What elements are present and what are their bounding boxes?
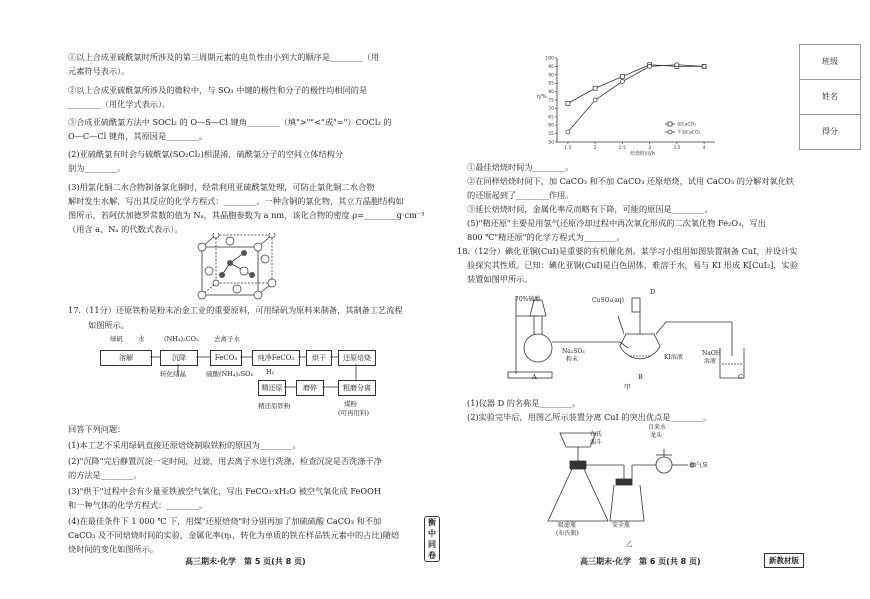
text-line: ③延长焙烧时间，金属化率反而略有下降，可能的原因是________。 [467,204,713,214]
text-line: 的还原起到了________作用。 [467,190,574,200]
text-line: (4)在最佳条件下 1 000 ℃ 下，用煤"还原焙烧"时分别再加了加硫硫酸 CaCO₃ 和不加 [68,516,382,526]
label-b: B [638,373,643,381]
chart-point [620,80,624,84]
chart-y-tick-label: 55 [548,132,554,138]
chart-y-tick-label: 50 [548,140,554,146]
chart-y-tick-label: 85 [548,81,554,87]
flow-label: 去离子水 [214,335,240,343]
chart-y-tick-label: 70 [548,106,554,112]
label-filter-flask2: (布氏瓶) [556,530,579,537]
chart-point [566,130,570,134]
flow-label: 水 [138,335,145,343]
label-yi: 乙 [626,540,633,548]
flow-box-feco3: FeCO₃ [210,350,242,366]
chart-y-tick-label: 60 [548,123,554,129]
text-line: (1)本工艺不采用绿矾直接还原焙烧制取铁粉的原因为________。 [68,440,301,450]
text-line: ②在同样焙烧时间下，加 CaCO₃ 和不加 CaCO₃ 还原焙烧，试用 CaCO₃ 的分解对氧化铁 [467,176,795,186]
label-buchner: 布氏 [590,431,603,438]
label-funnel: 漏斗 [590,439,603,446]
chart-x-tick-label: 2 [593,146,597,151]
flow-box-reduce: 还原焙烧 [338,350,376,366]
chart-y-tick-label: 65 [548,115,554,121]
text-line: 验探究其性质。已知：碘化亚铜(CuI)是白色固体，难溶于水，易与 KI 形成 K[CuI₂]，实验 [467,260,798,270]
label-sol: 溶液 [704,358,717,365]
footer-right: 高三期末·化学 第 6 页(共 8 页) [580,557,701,566]
flow-arrows [100,340,400,420]
label-cuso4: CuSO₄(aq) [592,297,624,304]
flow-label: 转化结晶 [160,370,186,378]
label-a: A [532,373,537,381]
flow-box-pure: 纯净FeCO₃ [252,350,300,366]
label-acid: 70%硫酸 [515,296,541,303]
text-line: (5)"精还原"主要是用氢气还原冷却过程中再次氧化形成的二次氧化物 Fe₂O₃，写出 [467,218,766,228]
text-line: ________（用化学式表示）。 [68,99,171,109]
chart-point [675,63,679,67]
label-d: D [650,288,656,296]
question-17: 17.（11分）还原铁粉是粉末冶金工业的重要原料，可用绿矾为原料来制备，其制备工艺流程 [68,305,403,315]
chart-x-tick-label: 1.5 [564,146,572,151]
chart-point [593,86,597,90]
flow-label: 硫酸(NH₄)₂SO₄ [206,370,254,378]
text-line: 烧时间的变化如图所示。 [68,544,159,554]
flow-box-grind: 磨碎 [296,380,324,396]
text-line: ②以上合成亚硫酰氯所涉及的微粒中，与 SO₃ 中键的极性和分子的极性均相同的是 [68,85,368,95]
label-safety: 安全瓶 [612,522,631,529]
label-tap: 自来水 [648,424,667,431]
flow-label: (可再用料) [338,409,370,417]
text-line: 800 ℃"精还原"的化学方程式为________。 [467,232,625,242]
question-18: 18.（12分）碘化亚铜(CuI)是重要的有机催化剂。某学习小组用如图装置制备 CuI，并设计实 [457,246,798,256]
label-powder: 粉末 [566,356,579,363]
logo-stamp: 衡 中 同 卷 [424,516,440,562]
chart-x-tick-label: 3 [648,146,652,151]
text-line: (3)"烘干"过程中会有少量亚铁被空气氧化，写出 FeCO₃·xH₂O 被空气氧化成 FeOOH [68,486,381,496]
class-field[interactable]: 班级 [800,45,860,80]
text-line: CaCO₃ 及不同焙烧时间的实验，金属化率(η₁，转化为单质的铁在样品铁元素中的占比)随焙 [68,530,400,540]
chart-y-tick-label: 100 [545,56,554,62]
text-line: (3)用氯化铜二水合物制备氯化铜时，经常利用亚硫酰氯处理，可防止氯化铜二水合物 [68,182,375,192]
metallization-chart [535,50,725,158]
chart-y-tick-label: 90 [548,73,554,79]
footer-left: 高三期末·化学 第 5 页(共 8 页) [185,557,306,566]
edition-badge: 新教材版 [764,553,804,568]
score-field[interactable]: 得分 [822,127,838,136]
label-c: C [738,373,743,381]
text-line: 和一种气体的化学方程式：________。 [68,500,208,510]
label-tap2: 龙头 [650,432,663,439]
chart-ylabel: η/% [537,94,547,100]
label-ki: KI溶液 [664,354,683,361]
chart-point [566,101,570,105]
flow-label: 绿矾 [110,335,123,343]
text-line: 的方法是________。 [68,470,142,480]
student-info-box [799,44,861,150]
name-field[interactable]: 姓名 [800,80,860,115]
flow-box-settle: 沉降 [160,350,198,366]
chart-legend-label: 不加CaCO₃ [677,130,701,136]
chart-y-tick-label: 80 [548,90,554,96]
label-pump: 抽气泵 [690,462,709,469]
text-line: ①以上合成亚硫酰氯时所涉及的第三周期元素的电负性由小到大的顺序是________（用 [68,52,380,62]
label-naoh: NaOH [702,350,721,357]
crystal-cell-diagram [192,233,282,303]
flow-box-dissolve: 溶解 [100,350,152,366]
text-line: 回答下列问题： [68,424,126,434]
label-filter-flask: 吸滤瓶 [558,522,577,529]
text-line: (2)"沉降"完后静置沉淀一定时间，过滤，用去离子水进行洗涤，检查沉淀是否洗涤干净 [68,456,382,466]
apparatus-yi-diagram [540,425,730,537]
label-na2so3: Na₂SO₃ [562,348,585,355]
flow-box-dry: 烘干 [306,350,332,366]
flow-label: 精还原铁粉 [258,402,291,410]
chart-series-line [568,65,704,104]
text-line: ③合成亚硫酰氯方法中 SOCl₂ 的 O—S—Cl 键角________（填">""<"或"="）COCl₂ 的 [68,117,392,127]
text-line: O—C—Cl 键角，其原因是________。 [68,131,208,141]
text-line: (1)仪器 D 的名称是________。 [467,398,581,408]
chart-y-tick-label: 75 [548,98,554,104]
text-line: ①最佳焙烧时间为________。 [467,162,574,172]
text-line: (2)亚硫酰氯有时会与硫酰氯(SO₂Cl₂)相混淆，硫酰氯分子的空间立体结构分 [68,149,344,159]
text-line: 如图所示。 [88,320,129,330]
text-line: （用含 a、Nₐ 的代数式表示）。 [68,224,183,234]
text-line: 元素符号表示）。 [68,66,130,76]
chart-y-tick-label: 95 [548,64,554,70]
chart-x-tick-label: 4 [702,146,706,151]
chart-legend-marker [668,130,672,134]
text-line: 图所示，若阿伏加德罗常数的值为 Nₐ，其晶胞参数为 a nm，该化合物的密度 ρ=________g·cm⁻³ [68,210,425,220]
chart-xlabel: 焙烧时间/h [630,151,655,157]
chart-x-tick-label: 2.5 [618,146,626,151]
chart-point [593,98,597,102]
chart-point [620,74,624,78]
text-line: 解时发生水解，写出其反应的化学方程式：________。一种含铜的氯化物，其立方晶胞结构如 [68,196,404,206]
chart-legend-label: 加CaCO₃ [677,122,696,128]
chart-x-tick-label: 3.5 [673,146,681,151]
text-line: 别为________。 [68,163,126,173]
text-line: 装置如图甲所示。 [467,274,533,284]
text-line: (2)实验完毕后，用图乙所示装置分离 CuI 的突出优点是________。 [467,412,712,422]
chart-point [702,64,706,68]
chart-legend-marker [668,122,672,126]
flow-label: (NH₄)₂CO₃ [164,335,199,343]
flow-label: 煤粉 [344,400,357,408]
flow-box-separate: 粗磨分离 [338,380,376,396]
chart-point [648,64,652,68]
label-jia: 甲 [624,383,631,391]
flow-label: H₂ [266,368,275,376]
flow-box-fine-reduce: 精还原 [258,380,286,396]
